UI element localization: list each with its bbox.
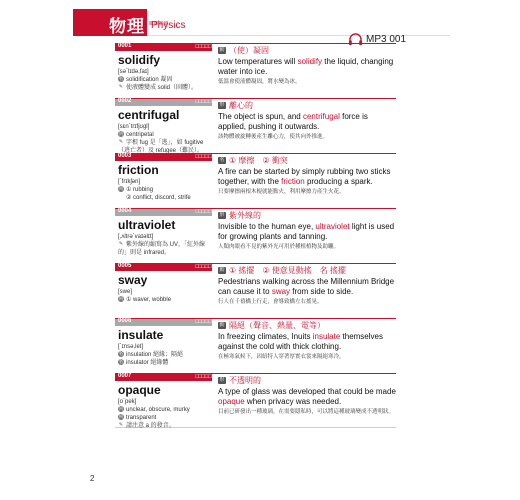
example-sentence: [218, 57, 396, 77]
translation: 該物體被旋轉後產生離心力，使其向外推進。: [218, 134, 329, 140]
vocab-entry: [115, 43, 396, 98]
translation: 低溫會使液體凝固，將水變為冰。: [218, 79, 301, 85]
related-words: [118, 186, 211, 202]
entry-number: 0006: [118, 318, 132, 324]
chapter-subtitle: Physics: [151, 20, 186, 31]
related-item: [118, 76, 211, 84]
meaning: ① 摩擦 ② 衝突: [229, 156, 288, 165]
sentence-part: producing a spark.: [304, 177, 373, 186]
related-text: ② conflict, discord, strife: [126, 195, 191, 201]
highlighted-word: insulate: [312, 332, 341, 341]
related-text: 字根 fug 是「逃」，如 fugitive（逃亡者）及 refugee（難民）。: [118, 140, 204, 154]
entry-number: 0001: [118, 43, 132, 49]
meaning: 離心的: [229, 101, 253, 110]
part-of-speech-tag: 動: [219, 267, 225, 274]
entry-definition-panel: [212, 374, 396, 427]
meaning-line: [218, 321, 396, 331]
sentence-part: from side to side.: [290, 287, 354, 296]
highlighted-word: solidify: [297, 57, 323, 66]
meaning: ① 搖擺 ② 使意見動搖 名 搖擺: [229, 266, 347, 275]
entry-headword-panel: [115, 209, 212, 263]
highlighted-word: opaque: [218, 397, 245, 406]
vocab-entry: [115, 153, 396, 208]
checkbox-row[interactable]: □□□□□: [195, 319, 211, 325]
vocab-entry: [115, 208, 396, 263]
page-number: 2: [90, 474, 95, 483]
meaning-line: [218, 266, 396, 276]
part-of-speech-tag: 動: [219, 47, 225, 54]
related-text: ① waver, wobble: [126, 297, 172, 303]
related-text: insulation 絕緣；隔絕: [126, 352, 184, 358]
noun-icon: 名: [118, 351, 124, 358]
audio-track-label: MP3 001: [366, 34, 407, 45]
vocab-entry: [115, 318, 396, 373]
pronunciation: [o`pek]: [118, 399, 137, 405]
example-sentence: [218, 222, 396, 242]
related-text: 紫外線的縮寫為 UV，「紅外線的」則是 infrared。: [118, 242, 206, 256]
checkbox-row[interactable]: □□□□□: [195, 209, 211, 215]
related-text: centripetal: [126, 132, 154, 138]
meaning: 不透明的: [229, 376, 261, 385]
synonym-icon: 同: [118, 131, 124, 138]
sentence-part: light is used for growing plants and tanning.: [218, 222, 395, 241]
pronunciation: [sɛn`trɪfjʊgl]: [118, 124, 150, 130]
sentence-part: The object is spun, and: [218, 112, 303, 121]
meaning: 隔絕（聲音、熱量、電等）: [229, 321, 325, 330]
checkbox-row[interactable]: □□□□□: [195, 374, 211, 380]
synonym-icon: 同: [118, 186, 124, 193]
example-sentence: [218, 332, 396, 352]
noun-icon: 名: [118, 76, 124, 83]
entry-number-bar: [115, 44, 212, 51]
related-text: 使液體變成 solid（固體）。: [126, 85, 198, 91]
chapter-title: 物理: [109, 17, 145, 37]
sentence-part: force is applied, pushing it outwards.: [218, 112, 368, 131]
headword: insulate: [118, 328, 164, 342]
meaning-line: [218, 376, 396, 386]
pronunciation: [,ʌltrə`vaɪəlɪt]: [118, 234, 154, 240]
highlighted-word: centrifugal: [302, 112, 340, 121]
sentence-part: In freezing climates, Inuits: [218, 332, 313, 341]
checkbox-row[interactable]: □□□□□: [195, 154, 211, 160]
vocab-entry: [115, 263, 396, 318]
checkbox-row[interactable]: □□□□□: [195, 44, 211, 50]
meaning-line: [218, 46, 396, 56]
part-of-speech-tag: 形: [219, 212, 225, 219]
related-text: transparent: [126, 415, 157, 421]
pencil-icon: ✎: [118, 139, 124, 146]
entry-definition-panel: [212, 44, 396, 98]
entry-definition-panel: [212, 264, 396, 318]
synonym-icon: 同: [118, 296, 124, 303]
entry-definition-panel: [212, 154, 396, 208]
noun-icon: 名: [118, 359, 124, 366]
related-words: [118, 406, 211, 430]
entry-number-bar: [115, 99, 212, 106]
sentence-part: the liquid, changing water into ice.: [218, 57, 394, 76]
sentence-part: A fire can be started by simply rubbing two sticks together, with the: [218, 167, 391, 186]
related-words: [118, 296, 211, 304]
entry-definition-panel: [212, 99, 396, 153]
example-sentence: [218, 277, 396, 297]
translation: 只要摩擦兩根木棍就能點火，利用摩擦力產生火花。: [218, 189, 345, 195]
entry-headword-panel: [115, 154, 212, 208]
pronunciation: [`frɪkʃən]: [118, 179, 141, 185]
sentence-part: A type of glass was developed that could be made: [218, 387, 396, 396]
headword: solidify: [118, 53, 161, 67]
part-of-speech-tag: 形: [219, 102, 225, 109]
related-item: [118, 414, 211, 422]
related-item: [118, 296, 211, 304]
related-words: [118, 241, 211, 257]
entry-headword-panel: [115, 44, 212, 98]
entry-headword-panel: [115, 374, 212, 427]
entry-definition-panel: [212, 319, 396, 373]
headword: friction: [118, 163, 159, 177]
related-item: [118, 194, 211, 202]
entry-number: 0003: [118, 153, 132, 159]
translation: 目前已研發出一種玻璃，在需要隱私時，可以將這種玻璃變成不透明狀。: [218, 409, 395, 415]
sentence-part: when privacy was needed.: [244, 397, 342, 406]
meaning: 紫外線的: [229, 211, 261, 220]
entry-number-bar: [115, 264, 212, 271]
related-item: [118, 422, 211, 430]
sentence-part: Invisible to the human eye,: [218, 222, 316, 231]
related-item: [118, 84, 211, 92]
meaning-line: [218, 156, 396, 166]
related-item: [118, 351, 211, 359]
related-text: solidification 凝固: [126, 77, 173, 83]
entry-number-bar: [115, 319, 212, 326]
entry-number: 0002: [118, 98, 132, 104]
entry-headword-panel: [115, 319, 212, 373]
related-item: [118, 241, 211, 257]
sentence-part: themselves against the cold with thick clothing.: [218, 332, 383, 351]
headword: centrifugal: [118, 108, 180, 122]
related-item: [118, 406, 211, 414]
part-of-speech-tag: 動: [219, 322, 225, 329]
checkbox-row[interactable]: □□□□□: [195, 264, 211, 270]
related-item: [118, 131, 211, 139]
headword: sway: [118, 273, 148, 287]
highlighted-word: friction: [281, 177, 305, 186]
related-text: ① rubbing: [126, 187, 154, 193]
vocab-entry: [115, 98, 396, 153]
highlighted-word: ultraviolet: [315, 222, 350, 231]
entry-headword-panel: [115, 264, 212, 318]
pencil-icon: ✎: [118, 422, 124, 429]
headword: opaque: [118, 383, 161, 397]
related-words: [118, 131, 211, 155]
pronunciation: [swe]: [118, 289, 133, 295]
sentence-part: Pedestrians walking across the Millennium Bridge can cause it to: [218, 277, 395, 296]
related-words: [118, 351, 211, 367]
vocab-entry: [115, 373, 396, 428]
part-of-speech-tag: 形: [219, 377, 225, 384]
entry-number: 0007: [118, 373, 132, 379]
part-of-speech-tag: 名: [219, 157, 225, 164]
entry-headword-panel: [115, 99, 212, 153]
related-item: [118, 186, 211, 194]
pronunciation: [sə`lɪdə,faɪ]: [118, 69, 149, 75]
entry-number-bar: [115, 209, 212, 216]
pencil-icon: ✎: [118, 241, 124, 248]
entry-number: 0005: [118, 263, 132, 269]
example-sentence: [218, 112, 396, 132]
decorative-dots: [149, 12, 171, 18]
checkbox-row[interactable]: □□□□□: [195, 99, 211, 105]
related-words: [118, 76, 211, 92]
sentence-part: Low temperatures will: [218, 57, 298, 66]
vocabulary-list: [115, 43, 396, 428]
example-sentence: [218, 167, 396, 187]
related-text: unclear, obscure, murky: [126, 407, 190, 413]
translation: 在極寒氣候下，因紐特人穿著厚實衣裳來隔絕寒冷。: [218, 354, 345, 360]
related-text: insulator 絕緣體: [126, 360, 169, 366]
highlighted-word: sway: [271, 287, 291, 296]
entry-number-bar: [115, 374, 212, 381]
pencil-icon: ✎: [118, 84, 124, 91]
translation: 行人在千禧橋上行走，會導致橋左右搖晃。: [218, 299, 323, 305]
pronunciation: [`ɪnsə,let]: [118, 344, 144, 350]
synonym-icon: 同: [118, 406, 124, 413]
related-item: [118, 359, 211, 367]
entry-definition-panel: [212, 209, 396, 263]
synonym-icon: 同: [118, 414, 124, 421]
meaning-line: [218, 101, 396, 111]
entry-number: 0004: [118, 208, 132, 214]
translation: 人類肉眼看不見的紫外光可用於種植植物及助曬。: [218, 244, 340, 250]
meaning: （使）凝固: [229, 46, 269, 55]
example-sentence: [218, 387, 396, 407]
entry-number-bar: [115, 154, 212, 161]
meaning-line: [218, 211, 396, 221]
related-text: 請注意 a 的發音。: [126, 423, 175, 429]
headword: ultraviolet: [118, 218, 176, 232]
